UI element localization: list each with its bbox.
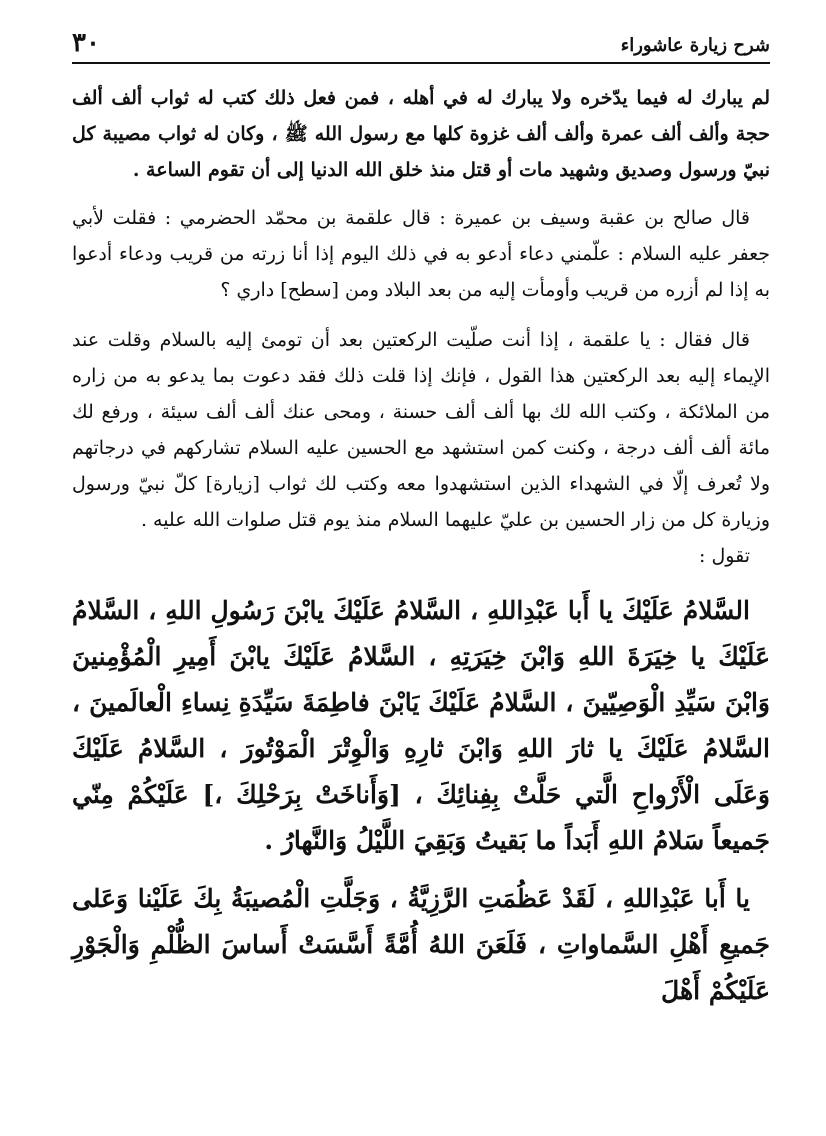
paragraph-hadith-reward: لم يبارك له فيما يدّخره ولا يبارك له في أهله ، فمن فعل ذلك كتب له ثواب ألف ألف حجة وألف ألف عمرة وألف ألف غزوة كلها مع رسول الله ﷺ ، وكان له ثواب مصيبة كل نبيّ ورسول وصديق وشهيد مات أو قتل منذ خلق الله الدنيا إلى أن تقوم الساعة .: [72, 87, 770, 181]
paragraph-imam-answer: قال فقال : يا علقمة ، إذا أنت صلّيت الركعتين بعد أن تومئ إليه بالسلام وقلت عند الإيماء إليه بعد الركعتين هذا القول ، فإنك إذا قلت ذلك فقد دعوت بما يدعو به من زاره من الملائكة ، وكتب الله لك بها ألف ألف حسنة ، ومحى عنك ألف ألف سيئة ، ورفع لك مائة ألف ألف درجة ، وكنت كمن استشهد مع الحسين عليه السلام تشاركهم في درجاتهم ولا تُعرف إلّا في الشهداء الذين استشهدوا معه وكتب لك ثواب [زيارة] كلّ نبيّ ورسول وزيارة كل من زار الحسين بن عليّ عليهما السلام منذ يوم قتل صلوات الله عليه .: [72, 329, 770, 531]
paragraph-you-say: تقول :: [699, 545, 750, 567]
book-page: [72, 28, 770, 1014]
page-number: ٣٠: [72, 28, 100, 58]
page-header: [72, 28, 770, 64]
paragraph-narration-alqama: قال صالح بن عقبة وسيف بن عميرة : قال علقمة بن محمّد الحضرمي : فقلت لأبي جعفر عليه السلام : علّمني دعاء أدعو به في ذلك اليوم إذا أنا زرته من قريب ودعاء أدعوا به إذا لم أزره من قريب وأومأت إليه من بعد البلاد ومن [سطح] داري ؟: [72, 207, 770, 301]
ziyara-text-calamity: يا أَبا عَبْدِاللهِ ، لَقَدْ عَظُمَتِ الرَّزِيَّةُ ، وَجَلَّتِ الْمُصيبَةُ بِكَ عَلَيْنا وَعَلى جَميعِ أَهْلِ السَّماواتِ ، فَلَعَنَ اللهُ أُمَّةً أَسَّسَتْ أَساسَ الظُّلْمِ وَالْجَوْرِ عَلَيْكُمْ أَهْلَ: [72, 884, 770, 1005]
running-title: شرح زيارة عاشوراء: [620, 35, 770, 56]
ziyara-text-salam: السَّلامُ عَلَيْكَ يا أَبا عَبْدِاللهِ ، السَّلامُ عَلَيْكَ يابْنَ رَسُولِ اللهِ ، السَّلامُ عَلَيْكَ يا خِيَرَةَ اللهِ وَابْنَ خِيَرَتِهِ ، السَّلامُ عَلَيْكَ يابْنَ أَمِيرِ الْمُؤْمِنينَ وَابْنَ سَيِّدِ الْوَصِيّينَ ، السَّلامُ عَلَيْكَ يَابْنَ فاطِمَةَ سَيِّدَةِ نِساءِ الْعالَمينَ ، السَّلامُ عَلَيْكَ يا ثارَ اللهِ وَابْنَ ثارِهِ وَالْوِتْرَ الْمَوْتُورَ ، السَّلامُ عَلَيْكَ وَعَلَى الْأَرْواحِ الَّتي حَلَّتْ بِفِنائِكَ ، [وَأَناخَتْ بِرَحْلِكَ ،] عَلَيْكُمْ مِنّي جَميعاً سَلامُ اللهِ أَبَداً ما بَقيتُ وَبَقِيَ اللَّيْلُ وَالنَّهارُ .: [72, 596, 770, 855]
